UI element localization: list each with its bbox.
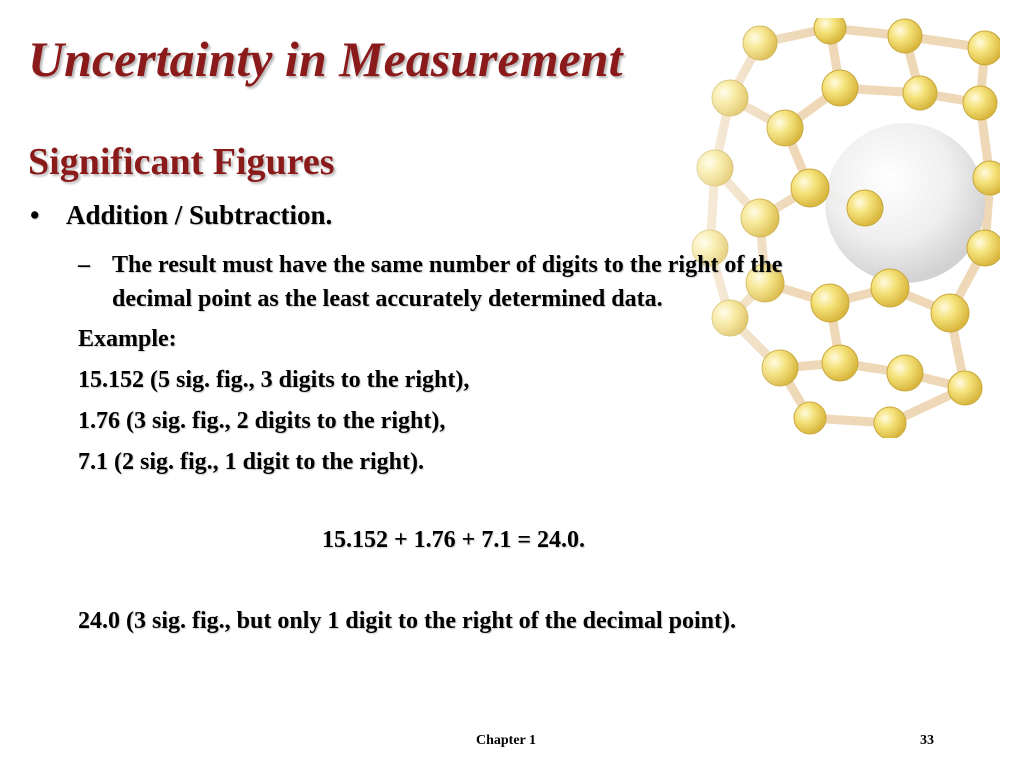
buckyball-molecule-icon [690,18,1000,438]
example-line: 15.152 (5 sig. fig., 3 digits to the right), [78,367,470,393]
conclusion-text: 24.0 (3 sig. fig., but only 1 digit to the right of the decimal point). [78,608,736,634]
slide-subtitle: Significant Figures [28,141,335,183]
example-line: 1.76 (3 sig. fig., 2 digits to the right), [78,408,446,434]
bullet-text: Addition / Subtraction. [66,200,333,230]
sub-bullet-marker: – [78,252,90,278]
example-line: 7.1 (2 sig. fig., 1 digit to the right). [78,449,424,475]
footer-chapter: Chapter 1 [476,733,537,748]
sub-bullet-item [78,248,868,316]
slide-title: Uncertainty in Measurement [28,31,623,87]
bullet-marker: • [30,200,40,230]
example-block [78,322,469,486]
equation: 15.152 + 1.76 + 7.1 = 24.0. [322,527,586,553]
bullet-item [30,200,332,231]
sub-bullet-text: The result must have the same number of digits to the right of the decimal point as the least accurately determined data. [112,252,783,312]
footer-page-number: 33 [920,733,934,748]
example-heading: Example: [78,326,177,352]
